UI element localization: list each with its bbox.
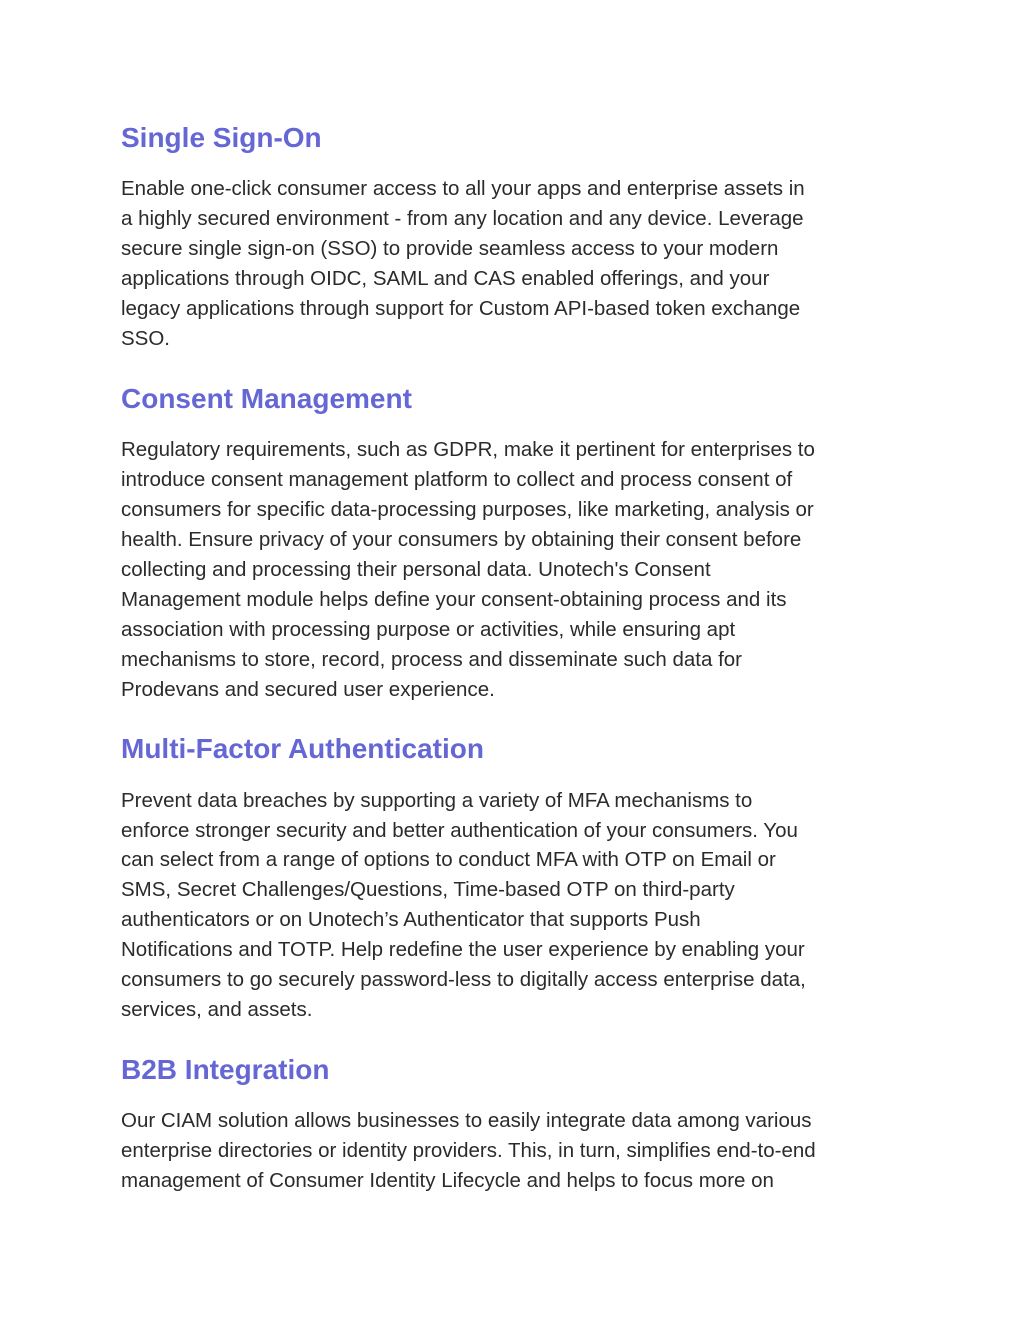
section-body-consent-management [121, 435, 901, 704]
text-line: authenticators or on Unotech’s Authenticator that supports Push [121, 908, 701, 932]
text-line: consumers to go securely password-less to digitally access enterprise data, [121, 968, 806, 992]
text-line: introduce consent management platform to collect and process consent of [121, 468, 793, 492]
text-line: Prodevans and secured user experience. [121, 677, 495, 701]
section-body-multi-factor-authentication [121, 786, 901, 1025]
text-line: management of Consumer Identity Lifecycle and helps to focus more on [121, 1168, 774, 1192]
text-line: Regulatory requirements, such as GDPR, make it pertinent for enterprises to [121, 438, 815, 462]
section-heading-b2b-integration: B2B Integration [121, 1053, 330, 1085]
text-line: Enable one-click consumer access to all your apps and enterprise assets in [121, 177, 805, 200]
text-line: Prevent data breaches by supporting a variety of MFA mechanisms to [121, 788, 753, 812]
text-line: Management module helps define your consent-obtaining process and its [121, 587, 787, 611]
text-line: legacy applications through support for Custom API-based token exchange [121, 296, 801, 320]
text-line: Notifications and TOTP. Help redefine the user experience by enabling your [121, 938, 805, 962]
text-line: consumers for specific data-processing purposes, like marketing, analysis or [121, 498, 814, 522]
text-line: enterprise directories or identity providers. This, in turn, simplifies end-to-end [121, 1138, 816, 1162]
text-line: mechanisms to store, record, process and disseminate such data for [121, 647, 742, 671]
section-body-single-sign-on [121, 174, 901, 353]
text-line: applications through OIDC, SAML and CAS enabled offerings, and your [121, 266, 770, 290]
section-body-b2b-integration [121, 1106, 901, 1196]
text-line: can select from a range of options to conduct MFA with OTP on Email or [121, 848, 776, 872]
text-line: collecting and processing their personal data. Unotech's Consent [121, 558, 711, 582]
section-heading-multi-factor-authentication: Multi-Factor Authentication [121, 732, 484, 764]
document-page [121, 120, 901, 1196]
section-heading-consent-management: Consent Management [121, 383, 412, 415]
text-line: secure single sign-on (SSO) to provide seamless access to your modern [121, 236, 779, 260]
text-line: association with processing purpose or activities, while ensuring apt [121, 617, 736, 641]
text-line: SMS, Secret Challenges/Questions, Time-based OTP on third-party [121, 878, 735, 902]
section-heading-single-sign-on: Single Sign-On [121, 122, 322, 153]
text-line: services, and assets. [121, 997, 313, 1021]
text-line: a highly secured environment - from any location and any device. Leverage [121, 206, 804, 230]
text-line: Our CIAM solution allows businesses to easily integrate data among various [121, 1108, 812, 1132]
text-line: enforce stronger security and better authentication of your consumers. You [121, 818, 798, 842]
text-line: SSO. [121, 326, 170, 350]
text-line: health. Ensure privacy of your consumers by obtaining their consent before [121, 528, 802, 552]
